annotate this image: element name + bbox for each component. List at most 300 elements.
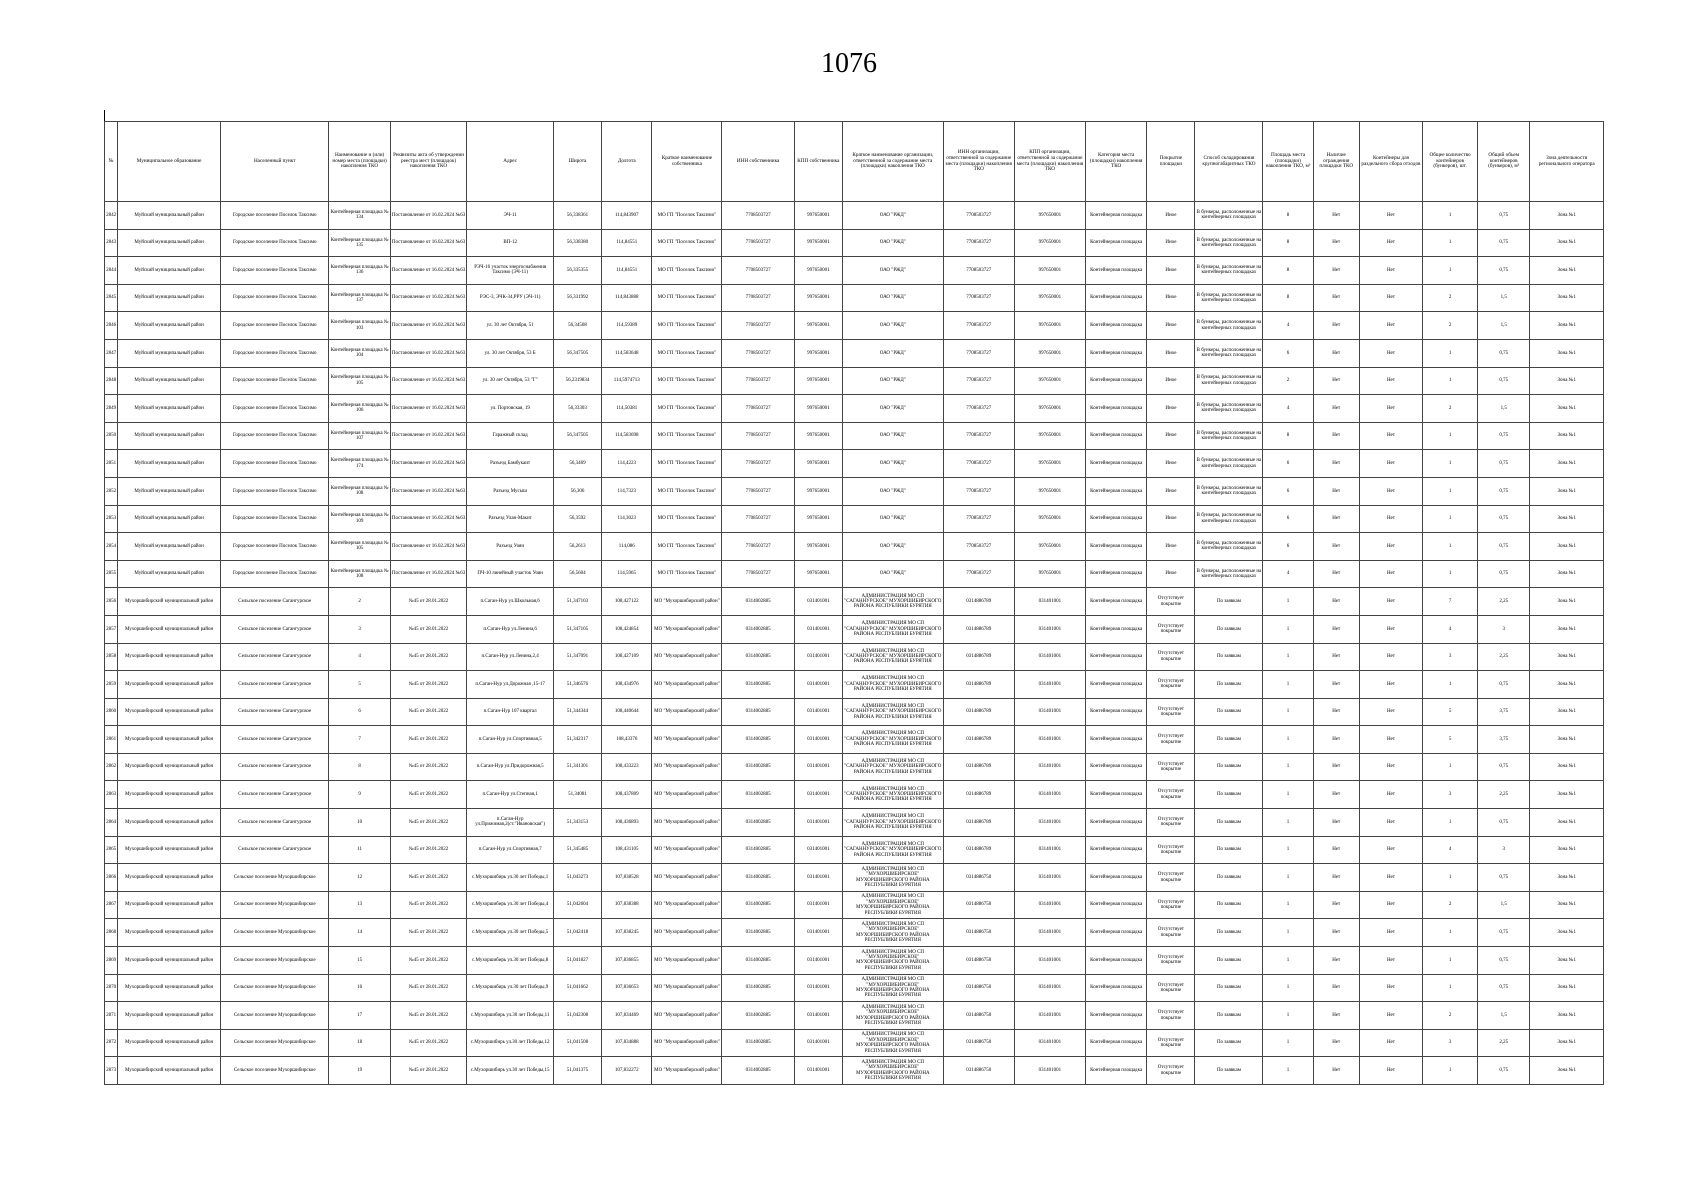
header-cell: Площадь места (площадки) накопления ТКО, м² — [1263, 122, 1313, 202]
owner-inn-cell: 0314002885 — [722, 781, 794, 809]
container-count-cell: 5 — [1423, 726, 1478, 754]
row-number-cell: 2856 — [105, 588, 118, 616]
settlement-cell: Городское поселение Поселок Таксимо — [221, 533, 329, 561]
table-row — [105, 395, 1604, 423]
owner-inn-cell: 0314002885 — [722, 671, 794, 699]
municipality-cell: Мухоршибирский муниципальный район — [118, 588, 221, 616]
site-category-cell: Контейнерная площадка — [1086, 836, 1147, 864]
bulky-waste-method-cell: По заявкам — [1195, 781, 1263, 809]
site-area-cell: 4 — [1263, 312, 1313, 340]
latitude-cell: 56,33303 — [553, 395, 601, 423]
row-number-cell: 2858 — [105, 643, 118, 671]
bulky-waste-method-cell: По заявкам — [1195, 891, 1263, 919]
surface-type-cell: Иное — [1147, 367, 1195, 395]
owner-inn-cell: 0314002885 — [722, 974, 794, 1002]
separate-collection-cell: Нет — [1359, 505, 1423, 533]
owner-name-cell: МО "Мухоршибирский район" — [652, 698, 722, 726]
fence-status-cell: Нет — [1313, 202, 1359, 230]
owner-kpp-cell: 031401001 — [794, 919, 842, 947]
site-category-cell: Контейнерная площадка — [1086, 919, 1147, 947]
latitude-cell: 56,2613 — [553, 533, 601, 561]
site-category-cell: Контейнерная площадка — [1086, 367, 1147, 395]
owner-kpp-cell: 031401001 — [794, 643, 842, 671]
operator-zone-cell: Зона №1 — [1530, 753, 1604, 781]
municipality-cell: Муйский муниципальный район — [118, 339, 221, 367]
container-count-cell: 3 — [1423, 1029, 1478, 1057]
responsible-org-cell: АДМИНИСТРАЦИЯ МО СП "САГАННУРСКОЕ" МУХОРШИБИРСКОГО РАЙОНА РЕСПУБЛИКИ БУРЯТИЯ — [842, 726, 943, 754]
operator-zone-cell: Зона №1 — [1530, 367, 1604, 395]
site-name-cell: Контейнерная площадка № 104 — [329, 339, 390, 367]
settlement-cell: Сельское поселение Сагангурское — [221, 615, 329, 643]
address-cell: п.Саган-Нур ул.Прижимая,2(ст."Ивановская") — [467, 809, 554, 837]
site-name-cell: 14 — [329, 919, 390, 947]
table-row — [105, 781, 1604, 809]
bulky-waste-method-cell: По заявкам — [1195, 919, 1263, 947]
act-details-cell: Постановление от 16.02.2024 №63 — [390, 367, 467, 395]
latitude-cell: 51,341301 — [553, 753, 601, 781]
header-cell: Долгота — [602, 122, 652, 202]
longitude-cell: 114,583698 — [602, 422, 652, 450]
latitude-cell: 51,347091 — [553, 643, 601, 671]
address-cell: п.Саган-Нур ул.Ленина,6 — [467, 615, 554, 643]
operator-zone-cell: Зона №1 — [1530, 919, 1604, 947]
container-volume-cell: 3 — [1477, 615, 1530, 643]
municipality-cell: Мухоршибирский муниципальный район — [118, 864, 221, 892]
responsible-inn-cell: 0314886750 — [943, 864, 1014, 892]
latitude-cell: 56,3592 — [553, 505, 601, 533]
address-cell: п.Саган-Нур 107 квартал — [467, 698, 554, 726]
latitude-cell: 56,347505 — [553, 339, 601, 367]
responsible-inn-cell: 7708503727 — [943, 312, 1014, 340]
responsible-org-cell: АДМИНИСТРАЦИЯ МО СП "САГАННУРСКОЕ" МУХОРШИБИРСКОГО РАЙОНА РЕСПУБЛИКИ БУРЯТИЯ — [842, 643, 943, 671]
responsible-kpp-cell: 997650001 — [1014, 450, 1085, 478]
surface-type-cell: Иное — [1147, 477, 1195, 505]
longitude-cell: 108,424854 — [602, 615, 652, 643]
responsible-org-cell: ОАО "РЖД" — [842, 202, 943, 230]
latitude-cell: 51,344344 — [553, 698, 601, 726]
site-name-cell: 16 — [329, 974, 390, 1002]
responsible-kpp-cell: 031401001 — [1014, 588, 1085, 616]
site-name-cell: Контейнерная площадка № 106 — [329, 395, 390, 423]
municipality-cell: Муйский муниципальный район — [118, 450, 221, 478]
container-count-cell: 3 — [1423, 781, 1478, 809]
responsible-inn-cell: 7708503727 — [943, 284, 1014, 312]
act-details-cell: Постановление от 16.02.2024 №63 — [390, 257, 467, 285]
row-number-cell: 2851 — [105, 450, 118, 478]
surface-type-cell: Иное — [1147, 505, 1195, 533]
row-number-cell: 2865 — [105, 836, 118, 864]
owner-inn-cell: 7708503727 — [722, 284, 794, 312]
row-number-cell: 2864 — [105, 809, 118, 837]
separate-collection-cell: Нет — [1359, 450, 1423, 478]
site-area-cell: 6 — [1263, 339, 1313, 367]
responsible-kpp-cell: 031401001 — [1014, 891, 1085, 919]
container-volume-cell: 0,75 — [1477, 560, 1530, 588]
container-volume-cell: 0,75 — [1477, 974, 1530, 1002]
owner-kpp-cell: 031401001 — [794, 781, 842, 809]
site-category-cell: Контейнерная площадка — [1086, 698, 1147, 726]
site-category-cell: Контейнерная площадка — [1086, 947, 1147, 975]
fence-status-cell: Нет — [1313, 836, 1359, 864]
operator-zone-cell: Зона №1 — [1530, 947, 1604, 975]
settlement-cell: Городское поселение Поселок Таксимо — [221, 257, 329, 285]
settlement-cell: Городское поселение Поселок Таксимо — [221, 202, 329, 230]
owner-inn-cell: 7708503727 — [722, 339, 794, 367]
owner-name-cell: МО "Мухоршибирский район" — [652, 781, 722, 809]
act-details-cell: Постановление от 16.02.2024 №63 — [390, 450, 467, 478]
address-cell: Разъезд Уоян — [467, 533, 554, 561]
owner-inn-cell: 0314002885 — [722, 891, 794, 919]
header-cell: Наличие ограждения площадки ТКО — [1313, 122, 1359, 202]
latitude-cell: 51,342317 — [553, 726, 601, 754]
site-area-cell: 1 — [1263, 1029, 1313, 1057]
owner-kpp-cell: 997650001 — [794, 284, 842, 312]
surface-type-cell: Отсутствует покрытие — [1147, 1002, 1195, 1030]
responsible-inn-cell: 0314886750 — [943, 1029, 1014, 1057]
bulky-waste-method-cell: По заявкам — [1195, 809, 1263, 837]
owner-inn-cell: 0314002885 — [722, 836, 794, 864]
owner-name-cell: МО ГП "Поселок Таксимо" — [652, 284, 722, 312]
fence-status-cell: Нет — [1313, 533, 1359, 561]
site-name-cell: 18 — [329, 1029, 390, 1057]
operator-zone-cell: Зона №1 — [1530, 643, 1604, 671]
act-details-cell: №45 от 28.01.2022 — [390, 671, 467, 699]
responsible-org-cell: АДМИНИСТРАЦИЯ МО СП "САГАННУРСКОЕ" МУХОРШИБИРСКОГО РАЙОНА РЕСПУБЛИКИ БУРЯТИЯ — [842, 698, 943, 726]
owner-kpp-cell: 997650001 — [794, 450, 842, 478]
owner-name-cell: МО ГП "Поселок Таксимо" — [652, 533, 722, 561]
address-cell: п.Саган-Нур ул.Спортивная,7 — [467, 836, 554, 864]
responsible-org-cell: ОАО "РЖД" — [842, 560, 943, 588]
responsible-kpp-cell: 031401001 — [1014, 919, 1085, 947]
site-area-cell: 1 — [1263, 1002, 1313, 1030]
site-area-cell: 1 — [1263, 1057, 1313, 1085]
surface-type-cell: Отсутствует покрытие — [1147, 753, 1195, 781]
site-name-cell: 8 — [329, 753, 390, 781]
operator-zone-cell: Зона №1 — [1530, 1057, 1604, 1085]
latitude-cell: 56,347505 — [553, 422, 601, 450]
surface-type-cell: Отсутствует покрытие — [1147, 864, 1195, 892]
fence-status-cell: Нет — [1313, 864, 1359, 892]
site-name-cell: Контейнерная площадка № 134 — [329, 202, 390, 230]
container-count-cell: 1 — [1423, 533, 1478, 561]
address-cell: с.Мухоршибирь ул.30 лет Победы,12 — [467, 1029, 554, 1057]
surface-type-cell: Иное — [1147, 202, 1195, 230]
longitude-cell: 114,84551 — [602, 257, 652, 285]
bulky-waste-method-cell: В бункеры, расположенные на контейнерных площадках — [1195, 477, 1263, 505]
site-area-cell: 1 — [1263, 643, 1313, 671]
responsible-inn-cell: 7708503727 — [943, 229, 1014, 257]
responsible-inn-cell: 0314886789 — [943, 753, 1014, 781]
site-category-cell: Контейнерная площадка — [1086, 202, 1147, 230]
owner-kpp-cell: 997650001 — [794, 533, 842, 561]
table-row — [105, 560, 1604, 588]
surface-type-cell: Отсутствует покрытие — [1147, 588, 1195, 616]
act-details-cell: №45 от 28.01.2022 — [390, 974, 467, 1002]
owner-inn-cell: 7708503727 — [722, 202, 794, 230]
responsible-inn-cell: 7708503727 — [943, 505, 1014, 533]
separate-collection-cell: Нет — [1359, 339, 1423, 367]
fence-status-cell: Нет — [1313, 1057, 1359, 1085]
container-count-cell: 1 — [1423, 864, 1478, 892]
address-cell: п.Саган-Нур ул.Придорожная,5 — [467, 753, 554, 781]
fence-status-cell: Нет — [1313, 974, 1359, 1002]
municipality-cell: Мухоршибирский муниципальный район — [118, 643, 221, 671]
surface-type-cell: Отсутствует покрытие — [1147, 615, 1195, 643]
address-cell: с.Мухоршибирь ул.30 лет Победы,8 — [467, 947, 554, 975]
fence-status-cell: Нет — [1313, 367, 1359, 395]
longitude-cell: 114,843907 — [602, 202, 652, 230]
longitude-cell: 107,836653 — [602, 974, 652, 1002]
site-category-cell: Контейнерная площадка — [1086, 1002, 1147, 1030]
latitude-cell: 51,347103 — [553, 588, 601, 616]
table-row — [105, 753, 1604, 781]
address-cell: Разъезд Мусыш — [467, 477, 554, 505]
address-cell: Разъезд Улан-Макит — [467, 505, 554, 533]
table-row — [105, 505, 1604, 533]
header-cell: ИНН организации, ответственной за содержание места (площадки) накопления ТКО — [943, 122, 1014, 202]
act-details-cell: №45 от 28.01.2022 — [390, 809, 467, 837]
latitude-cell: 51,34081 — [553, 781, 601, 809]
address-cell: ул. 30 лет Октября, 53 "Г" — [467, 367, 554, 395]
surface-type-cell: Отсутствует покрытие — [1147, 947, 1195, 975]
separate-collection-cell: Нет — [1359, 919, 1423, 947]
responsible-org-cell: АДМИНИСТРАЦИЯ МО СП "САГАННУРСКОЕ" МУХОРШИБИРСКОГО РАЙОНА РЕСПУБЛИКИ БУРЯТИЯ — [842, 671, 943, 699]
owner-inn-cell: 0314002885 — [722, 615, 794, 643]
longitude-cell: 108,440644 — [602, 698, 652, 726]
longitude-cell: 107,838388 — [602, 891, 652, 919]
municipality-cell: Мухоршибирский муниципальный район — [118, 1029, 221, 1057]
site-category-cell: Контейнерная площадка — [1086, 450, 1147, 478]
act-details-cell: Постановление от 16.02.2024 №63 — [390, 395, 467, 423]
site-category-cell: Контейнерная площадка — [1086, 588, 1147, 616]
responsible-inn-cell: 0314886789 — [943, 671, 1014, 699]
fence-status-cell: Нет — [1313, 891, 1359, 919]
owner-name-cell: МО "Мухоршибирский район" — [652, 1029, 722, 1057]
operator-zone-cell: Зона №1 — [1530, 1029, 1604, 1057]
site-area-cell: 1 — [1263, 809, 1313, 837]
latitude-cell: 51,346576 — [553, 671, 601, 699]
owner-kpp-cell: 997650001 — [794, 339, 842, 367]
header-cell: КПП организации, ответственной за содержание места (площадки) накопления ТКО — [1014, 122, 1085, 202]
responsible-kpp-cell: 997650001 — [1014, 505, 1085, 533]
owner-kpp-cell: 031401001 — [794, 836, 842, 864]
fence-status-cell: Нет — [1313, 615, 1359, 643]
header-cell: Контейнеры для раздельного сбора отходов — [1359, 122, 1423, 202]
site-name-cell: 17 — [329, 1002, 390, 1030]
owner-name-cell: МО "Мухоршибирский район" — [652, 891, 722, 919]
container-count-cell: 2 — [1423, 284, 1478, 312]
act-details-cell: №45 от 28.01.2022 — [390, 698, 467, 726]
operator-zone-cell: Зона №1 — [1530, 229, 1604, 257]
container-count-cell: 1 — [1423, 257, 1478, 285]
row-number-cell: 2843 — [105, 229, 118, 257]
site-category-cell: Контейнерная площадка — [1086, 615, 1147, 643]
responsible-org-cell: ОАО "РЖД" — [842, 339, 943, 367]
address-cell: п.Саган-Нур ул.Дорожная ,15-17 — [467, 671, 554, 699]
latitude-cell: 56,5604 — [553, 560, 601, 588]
table-row — [105, 809, 1604, 837]
responsible-kpp-cell: 031401001 — [1014, 753, 1085, 781]
row-number-cell: 2869 — [105, 947, 118, 975]
responsible-org-cell: ОАО "РЖД" — [842, 422, 943, 450]
header-cell: Краткое наименование собственника — [652, 122, 722, 202]
longitude-cell: 108,437809 — [602, 781, 652, 809]
header-cell: ИНН собственника — [722, 122, 794, 202]
fence-status-cell: Нет — [1313, 947, 1359, 975]
longitude-cell: 107,834469 — [602, 1002, 652, 1030]
municipality-cell: Мухоршибирский муниципальный район — [118, 781, 221, 809]
surface-type-cell: Иное — [1147, 284, 1195, 312]
longitude-cell: 108,427109 — [602, 643, 652, 671]
responsible-org-cell: ОАО "РЖД" — [842, 477, 943, 505]
container-count-cell: 1 — [1423, 450, 1478, 478]
site-area-cell: 1 — [1263, 615, 1313, 643]
fence-status-cell: Нет — [1313, 477, 1359, 505]
bulky-waste-method-cell: По заявкам — [1195, 1029, 1263, 1057]
operator-zone-cell: Зона №1 — [1530, 671, 1604, 699]
responsible-kpp-cell: 031401001 — [1014, 1029, 1085, 1057]
responsible-org-cell: ОАО "РЖД" — [842, 229, 943, 257]
responsible-kpp-cell: 997650001 — [1014, 560, 1085, 588]
owner-name-cell: МО "Мухоршибирский район" — [652, 726, 722, 754]
municipality-cell: Мухоршибирский муниципальный район — [118, 836, 221, 864]
operator-zone-cell: Зона №1 — [1530, 477, 1604, 505]
responsible-inn-cell: 0314886750 — [943, 974, 1014, 1002]
responsible-org-cell: АДМИНИСТРАЦИЯ МО СП "САГАННУРСКОЕ" МУХОРШИБИРСКОГО РАЙОНА РЕСПУБЛИКИ БУРЯТИЯ — [842, 836, 943, 864]
separate-collection-cell: Нет — [1359, 477, 1423, 505]
bulky-waste-method-cell: В бункеры, расположенные на контейнерных площадках — [1195, 560, 1263, 588]
longitude-cell: 108,434976 — [602, 671, 652, 699]
owner-name-cell: МО ГП "Поселок Таксимо" — [652, 202, 722, 230]
owner-name-cell: МО ГП "Поселок Таксимо" — [652, 505, 722, 533]
site-name-cell: 19 — [329, 1057, 390, 1085]
separate-collection-cell: Нет — [1359, 1057, 1423, 1085]
site-area-cell: 1 — [1263, 698, 1313, 726]
responsible-kpp-cell: 997650001 — [1014, 339, 1085, 367]
responsible-org-cell: АДМИНИСТРАЦИЯ МО СП "МУХОРШИБИРСКОЕ" МУХОРШИБИРСКОГО РАЙОНА РЕСПУБЛИКИ БУРЯТИЯ — [842, 891, 943, 919]
owner-name-cell: МО ГП "Поселок Таксимо" — [652, 395, 722, 423]
surface-type-cell: Отсутствует покрытие — [1147, 919, 1195, 947]
owner-inn-cell: 0314002885 — [722, 1002, 794, 1030]
municipality-cell: Муйский муниципальный район — [118, 422, 221, 450]
site-category-cell: Контейнерная площадка — [1086, 891, 1147, 919]
address-cell: п.Саган-Нур ул.Школьная,6 — [467, 588, 554, 616]
fence-status-cell: Нет — [1313, 312, 1359, 340]
header-cell: Краткое наименование организации, ответственной за содержание места (площадки) накопления ТКО — [842, 122, 943, 202]
bulky-waste-method-cell: В бункеры, расположенные на контейнерных площадках — [1195, 229, 1263, 257]
longitude-cell: 114,5974713 — [602, 367, 652, 395]
responsible-kpp-cell: 031401001 — [1014, 836, 1085, 864]
responsible-org-cell: ОАО "РЖД" — [842, 284, 943, 312]
container-volume-cell: 0,75 — [1477, 257, 1530, 285]
container-volume-cell: 1,5 — [1477, 1002, 1530, 1030]
bulky-waste-method-cell: В бункеры, расположенные на контейнерных площадках — [1195, 339, 1263, 367]
container-count-cell: 1 — [1423, 753, 1478, 781]
settlement-cell: Сельское поселение Мухоршибирское — [221, 974, 329, 1002]
latitude-cell: 56,3469 — [553, 450, 601, 478]
latitude-cell: 56,34508 — [553, 312, 601, 340]
municipality-cell: Мухоршибирский муниципальный район — [118, 919, 221, 947]
operator-zone-cell: Зона №1 — [1530, 1002, 1604, 1030]
site-name-cell: 12 — [329, 864, 390, 892]
bulky-waste-method-cell: По заявкам — [1195, 643, 1263, 671]
separate-collection-cell: Нет — [1359, 1002, 1423, 1030]
site-name-cell: 7 — [329, 726, 390, 754]
settlement-cell: Сельское поселение Сагангурское — [221, 726, 329, 754]
separate-collection-cell: Нет — [1359, 422, 1423, 450]
responsible-org-cell: ОАО "РЖД" — [842, 395, 943, 423]
owner-kpp-cell: 031401001 — [794, 753, 842, 781]
fence-status-cell: Нет — [1313, 809, 1359, 837]
separate-collection-cell: Нет — [1359, 809, 1423, 837]
settlement-cell: Сельское поселение Сагангурское — [221, 643, 329, 671]
latitude-cell: 51,042418 — [553, 919, 601, 947]
act-details-cell: Постановление от 16.02.2024 №63 — [390, 505, 467, 533]
address-cell: п.Саган-Нур ул.Степная,1 — [467, 781, 554, 809]
table-row — [105, 1057, 1604, 1085]
owner-name-cell: МО "Мухоршибирский район" — [652, 836, 722, 864]
header-cell: Категория места (площадки) накопления ТКО — [1086, 122, 1147, 202]
owner-kpp-cell: 997650001 — [794, 257, 842, 285]
settlement-cell: Сельское поселение Сагангурское — [221, 809, 329, 837]
row-number-cell: 2842 — [105, 202, 118, 230]
responsible-org-cell: ОАО "РЖД" — [842, 505, 943, 533]
responsible-inn-cell: 7708503727 — [943, 395, 1014, 423]
address-cell: ВП-12 — [467, 229, 554, 257]
bulky-waste-method-cell: По заявкам — [1195, 1057, 1263, 1085]
longitude-cell: 108,43376 — [602, 726, 652, 754]
owner-kpp-cell: 031401001 — [794, 974, 842, 1002]
latitude-cell: 51,347105 — [553, 615, 601, 643]
bulky-waste-method-cell: В бункеры, расположенные на контейнерных площадках — [1195, 505, 1263, 533]
fence-status-cell: Нет — [1313, 753, 1359, 781]
surface-type-cell: Иное — [1147, 533, 1195, 561]
owner-inn-cell: 7708503727 — [722, 533, 794, 561]
responsible-inn-cell: 7708503727 — [943, 339, 1014, 367]
bulky-waste-method-cell: В бункеры, расположенные на контейнерных площадках — [1195, 395, 1263, 423]
surface-type-cell: Отсутствует покрытие — [1147, 726, 1195, 754]
settlement-cell: Городское поселение Поселок Таксимо — [221, 450, 329, 478]
longitude-cell: 114,7323 — [602, 477, 652, 505]
address-cell: с.Мухоршибирь ул.30 лет Победы,1 — [467, 864, 554, 892]
longitude-cell: 107,834888 — [602, 1029, 652, 1057]
settlement-cell: Сельское поселение Мухоршибирское — [221, 1029, 329, 1057]
address-cell: с.Мухоршибирь ул.30 лет Победы,11 — [467, 1002, 554, 1030]
responsible-inn-cell: 7708503727 — [943, 367, 1014, 395]
responsible-inn-cell: 0314886789 — [943, 726, 1014, 754]
header-row — [105, 122, 1604, 202]
site-area-cell: 1 — [1263, 726, 1313, 754]
owner-name-cell: МО ГП "Поселок Таксимо" — [652, 312, 722, 340]
latitude-cell: 56,2319834 — [553, 367, 601, 395]
act-details-cell: №45 от 28.01.2022 — [390, 781, 467, 809]
municipality-cell: Муйский муниципальный район — [118, 257, 221, 285]
container-volume-cell: 3,75 — [1477, 698, 1530, 726]
owner-name-cell: МО "Мухоршибирский район" — [652, 671, 722, 699]
responsible-kpp-cell: 997650001 — [1014, 367, 1085, 395]
surface-type-cell: Отсутствует покрытие — [1147, 836, 1195, 864]
owner-kpp-cell: 997650001 — [794, 422, 842, 450]
address-cell: п.Саган-Нур ул.Спортивная,5 — [467, 726, 554, 754]
latitude-cell: 51,042308 — [553, 1002, 601, 1030]
act-details-cell: №45 от 28.01.2022 — [390, 1002, 467, 1030]
responsible-kpp-cell: 997650001 — [1014, 312, 1085, 340]
owner-kpp-cell: 997650001 — [794, 395, 842, 423]
table-row — [105, 588, 1604, 616]
owner-name-cell: МО ГП "Поселок Таксимо" — [652, 367, 722, 395]
owner-kpp-cell: 031401001 — [794, 864, 842, 892]
site-category-cell: Контейнерная площадка — [1086, 533, 1147, 561]
